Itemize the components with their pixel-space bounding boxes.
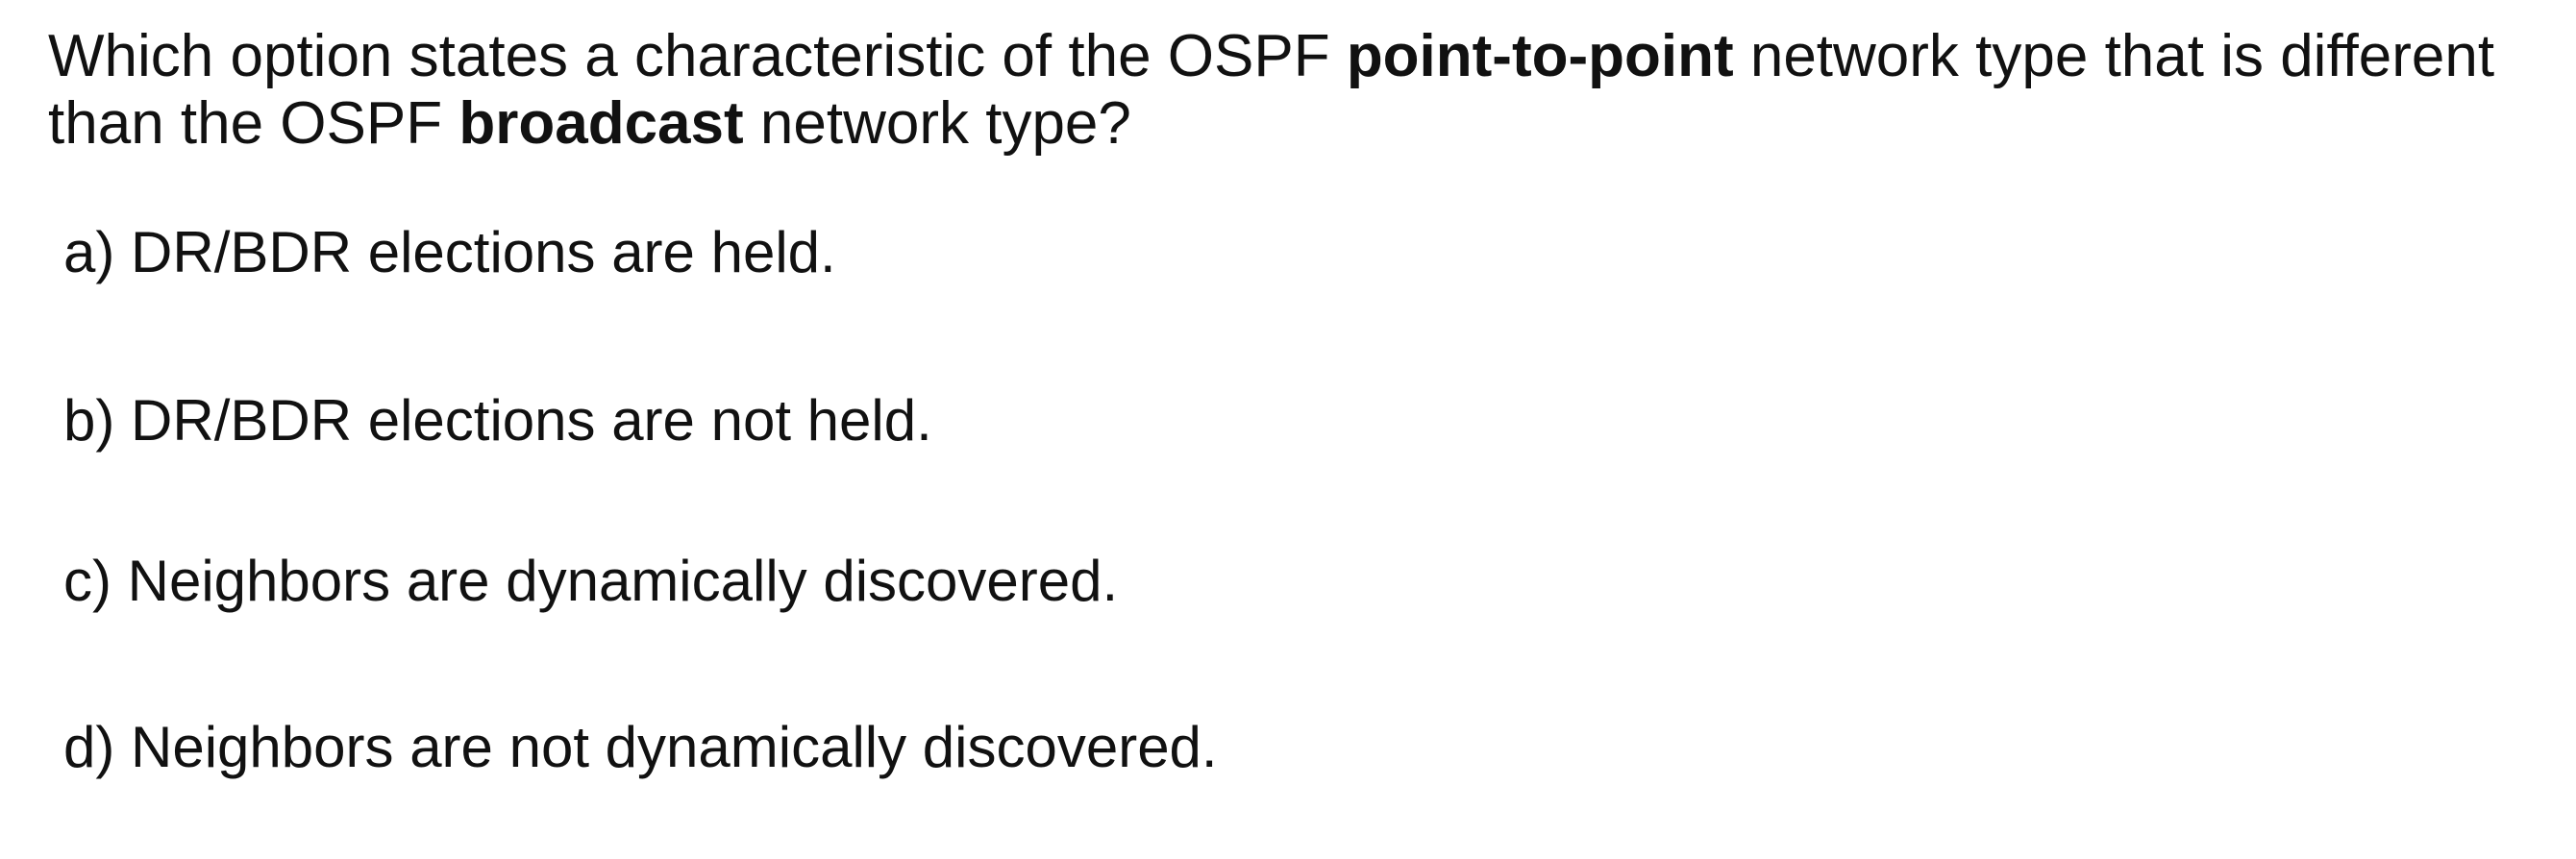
- option-a-letter: a): [63, 220, 115, 284]
- question-part-1: Which option states a characteristic of the OSPF: [48, 23, 1347, 89]
- option-b-letter: b): [63, 388, 115, 453]
- option-a[interactable]: [63, 219, 836, 286]
- question-bold-broadcast: broadcast: [458, 90, 744, 157]
- question-text: [48, 23, 2557, 158]
- option-a-text: DR/BDR elections are held.: [131, 220, 836, 284]
- option-d[interactable]: [63, 714, 1218, 781]
- question-part-3: network type?: [743, 90, 1131, 157]
- question-part-2: network type that is different than the OSPF: [48, 23, 2495, 157]
- question-bold-point-to-point: point-to-point: [1346, 23, 1734, 89]
- option-d-letter: d): [63, 715, 115, 779]
- option-b[interactable]: [63, 387, 932, 454]
- option-d-text: Neighbors are not dynamically discovered.: [131, 715, 1218, 779]
- option-b-text: DR/BDR elections are not held.: [131, 388, 932, 453]
- option-c-letter: c): [63, 549, 111, 613]
- option-c[interactable]: [63, 548, 1118, 615]
- option-c-text: Neighbors are dynamically discovered.: [127, 549, 1119, 613]
